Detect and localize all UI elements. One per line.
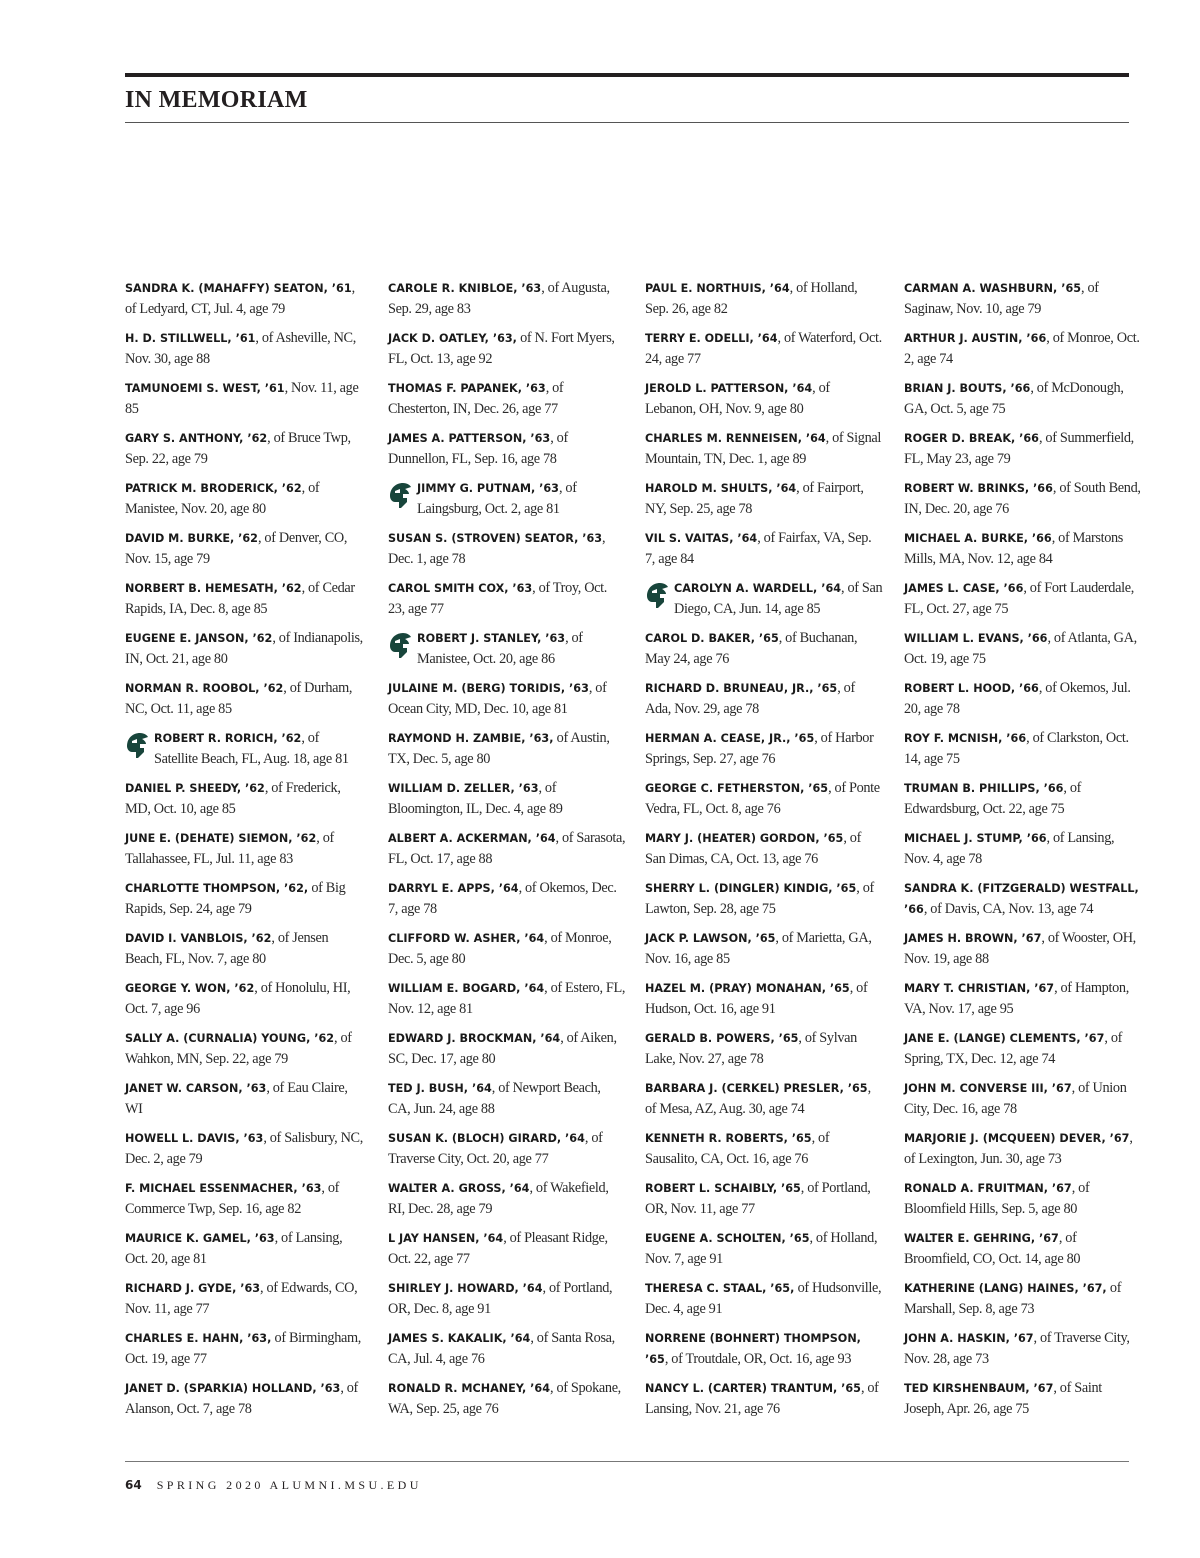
obituary-details: , of Lexington, Jun. 30, age 73 <box>904 1130 1133 1167</box>
obituary-name: GARY S. ANTHONY, ’62 <box>125 432 268 445</box>
page-title: IN MEMORIAM <box>125 87 308 113</box>
obituary-details: , of Mesa, AZ, Aug. 30, age 74 <box>645 1080 871 1117</box>
column-2 <box>388 278 626 1428</box>
obituary-name: WALTER A. GROSS, ’64 <box>388 1182 530 1195</box>
obituary-details: , of Marstons Mills, MA, Nov. 12, age 84 <box>904 530 1124 567</box>
obituary-entry <box>645 1078 883 1128</box>
obituary-details: , of Newport Beach, CA, Jun. 24, age 88 <box>388 1080 601 1117</box>
obituary-details: , of Manistee, Nov. 20, age 80 <box>125 480 320 517</box>
obituary-name: TAMUNOEMI S. WEST, ’61 <box>125 382 285 395</box>
obituary-details: , of Sarasota, FL, Oct. 17, age 88 <box>388 830 626 867</box>
obituary-entry <box>388 728 626 778</box>
obituary-details: of Big Rapids, Sep. 24, age 79 <box>125 880 346 917</box>
obituary-details: , of Saginaw, Nov. 10, age 79 <box>904 280 1099 317</box>
column-1 <box>125 278 363 1428</box>
obituary-details: , of Manistee, Oct. 20, age 86 <box>417 630 583 667</box>
obituary-entry <box>388 828 626 878</box>
obituary-name: JUNE E. (DEHATE) SIEMON, ’62 <box>125 832 317 845</box>
obituary-entry <box>645 1128 883 1178</box>
obituary-entry <box>125 878 363 928</box>
obituary-entry <box>904 1228 1142 1278</box>
obituary-name: ARTHUR J. AUSTIN, ’66 <box>904 332 1047 345</box>
obituary-details: , of Summerfield, FL, May 23, age 79 <box>904 430 1134 467</box>
obituary-name: NORBERT B. HEMESATH, ’62 <box>125 582 302 595</box>
obituary-name: PATRICK M. BRODERICK, ’62 <box>125 482 302 495</box>
obituary-name: CLIFFORD W. ASHER, ’64 <box>388 932 545 945</box>
obituary-details: , of Asheville, NC, Nov. 30, age 88 <box>125 330 356 367</box>
obituary-entry <box>125 828 363 878</box>
obituary-name: CHARLES E. HAHN, ’63, <box>125 1332 272 1345</box>
obituary-entry <box>125 1028 363 1078</box>
obituary-details: of Marshall, Sep. 8, age 73 <box>904 1280 1122 1317</box>
obituary-name: JIMMY G. PUTNAM, ’63 <box>417 482 559 495</box>
obituary-name: TED J. BUSH, ’64 <box>388 1082 492 1095</box>
obituary-name: SUSAN S. (STROVEN) SEATOR, ’63 <box>388 532 603 545</box>
obituary-entry <box>125 578 363 628</box>
obituary-name: CAROLYN A. WARDELL, ’64 <box>674 582 842 595</box>
obituary-name: THOMAS F. PAPANEK, ’63 <box>388 382 546 395</box>
obituary-details: , of Lansing, Oct. 20, age 81 <box>125 1230 343 1267</box>
spartan-helmet-icon <box>388 481 412 509</box>
obituary-entry <box>125 1178 363 1228</box>
obituary-name: WILLIAM D. ZELLER, ’63 <box>388 782 539 795</box>
obituary-details: , of Santa Rosa, CA, Jul. 4, age 76 <box>388 1330 615 1367</box>
obituary-entry <box>904 828 1142 878</box>
obituary-name: ROBERT W. BRINKS, ’66 <box>904 482 1053 495</box>
obituary-details: , of Indianapolis, IN, Oct. 21, age 80 <box>125 630 363 667</box>
obituary-name: THERESA C. STAAL, ’65, <box>645 1282 795 1295</box>
obituary-details: of Hudsonville, Dec. 4, age 91 <box>645 1280 882 1317</box>
obituary-name: JAMES S. KAKALIK, ’64 <box>388 1332 531 1345</box>
obituary-entry <box>125 1228 363 1278</box>
obituary-entry <box>125 378 363 428</box>
obituary-details: , of Wakefield, RI, Dec. 28, age 79 <box>388 1180 609 1217</box>
obituary-entry <box>904 628 1142 678</box>
obituary-entry <box>388 328 626 378</box>
obituary-entry <box>388 478 626 528</box>
obituary-details: , of Hudson, Oct. 16, age 91 <box>645 980 868 1017</box>
obituary-details: , of San Dimas, CA, Oct. 13, age 76 <box>645 830 862 867</box>
obituary-entry <box>388 1078 626 1128</box>
obituary-entry <box>388 928 626 978</box>
obituary-name: SUSAN K. (BLOCH) GIRARD, ’64 <box>388 1132 585 1145</box>
obituary-name: BRIAN J. BOUTS, ’66 <box>904 382 1031 395</box>
obituary-entry <box>125 1278 363 1328</box>
obituary-name: RAYMOND H. ZAMBIE, ’63, <box>388 732 554 745</box>
obituary-details: , of San Diego, CA, Jun. 14, age 85 <box>674 580 883 617</box>
obituary-details: , of Hampton, VA, Nov. 17, age 95 <box>904 980 1129 1017</box>
obituary-details: , of Denver, CO, Nov. 15, age 79 <box>125 530 348 567</box>
obituary-details: of Birmingham, Oct. 19, age 77 <box>125 1330 361 1367</box>
obituary-details: , of Okemos, Dec. 7, age 78 <box>388 880 617 917</box>
obituary-details: , of Fairport, NY, Sep. 25, age 78 <box>645 480 864 517</box>
obituary-details: , of Harbor Springs, Sep. 27, age 76 <box>645 730 874 767</box>
obituary-details: , of Frederick, MD, Oct. 10, age 85 <box>125 780 341 817</box>
obituary-details: , of Spokane, WA, Sep. 25, age 76 <box>388 1380 621 1417</box>
obituary-entry <box>904 428 1142 478</box>
obituary-details: of Austin, TX, Dec. 5, age 80 <box>388 730 610 767</box>
obituary-name: DAVID M. BURKE, ’62 <box>125 532 258 545</box>
obituary-name: KATHERINE (LANG) HAINES, ’67, <box>904 1282 1107 1295</box>
obituary-name: MARY T. CHRISTIAN, ’67 <box>904 982 1055 995</box>
obituary-details: , of Traverse City, Nov. 28, age 73 <box>904 1330 1130 1367</box>
obituary-entry <box>904 378 1142 428</box>
obituary-entry <box>388 1128 626 1178</box>
obituary-name: WILLIAM L. EVANS, ’66 <box>904 632 1048 645</box>
obituary-entry <box>388 378 626 428</box>
obituary-name: JANET W. CARSON, ’63 <box>125 1082 267 1095</box>
obituary-details: , of Satellite Beach, FL, Aug. 18, age 81 <box>154 730 349 767</box>
obituary-name: SHERRY L. (DINGLER) KINDIG, ’65 <box>645 882 857 895</box>
obituary-entry <box>388 1278 626 1328</box>
obituary-name: MICHAEL J. STUMP, ’66 <box>904 832 1047 845</box>
obituary-entry <box>904 978 1142 1028</box>
obituary-entry <box>904 1378 1142 1428</box>
column-3 <box>645 278 883 1428</box>
obituary-entry <box>904 778 1142 828</box>
obituary-entry <box>125 978 363 1028</box>
obituary-entry <box>645 578 883 628</box>
obituary-entry <box>645 378 883 428</box>
obituary-details: , of Monroe, Dec. 5, age 80 <box>388 930 612 967</box>
obituary-details: , of Honolulu, HI, Oct. 7, age 96 <box>125 980 351 1017</box>
obituary-name: SANDRA K. (MAHAFFY) SEATON, ’61 <box>125 282 352 295</box>
obituary-name: JULAINE M. (BERG) TORIDIS, ’63 <box>388 682 589 695</box>
title-rule <box>125 122 1129 123</box>
obituary-entry <box>645 1378 883 1428</box>
obituary-name: CAROL D. BAKER, ’65 <box>645 632 779 645</box>
obituary-details: , of Okemos, Jul. 20, age 78 <box>904 680 1131 717</box>
obituary-name: ROBERT L. SCHAIBLY, ’65 <box>645 1182 801 1195</box>
obituary-entry <box>125 728 363 778</box>
obituary-entry <box>125 628 363 678</box>
obituary-name: CARMAN A. WASHBURN, ’65 <box>904 282 1082 295</box>
obituary-name: HOWELL L. DAVIS, ’63 <box>125 1132 264 1145</box>
obituary-name: RICHARD D. BRUNEAU, JR., ’65 <box>645 682 838 695</box>
obituary-entry <box>388 1178 626 1228</box>
obituary-entry <box>904 728 1142 778</box>
obituary-details: , of Fairfax, VA, Sep. 7, age 84 <box>645 530 872 567</box>
obituary-details: , of Traverse City, Oct. 20, age 77 <box>388 1130 603 1167</box>
obituary-name: BARBARA J. (CERKEL) PRESLER, ’65 <box>645 1082 868 1095</box>
obituary-details: , of Tallahassee, FL, Jul. 11, age 83 <box>125 830 334 867</box>
obituary-entry <box>125 528 363 578</box>
obituary-name: WALTER E. GEHRING, ’67 <box>904 1232 1059 1245</box>
obituary-name: CAROLE R. KNIBLOE, ’63 <box>388 282 542 295</box>
obituary-details: , of Commerce Twp, Sep. 16, age 82 <box>125 1180 340 1217</box>
obituary-details: , of Clarkston, Oct. 14, age 75 <box>904 730 1129 767</box>
obituary-name: CAROL SMITH COX, ’63 <box>388 582 533 595</box>
obituary-details: , of Ledyard, CT, Jul. 4, age 79 <box>125 280 355 317</box>
obituary-entry <box>904 1078 1142 1128</box>
obituary-name: ROY F. MCNISH, ’66 <box>904 732 1027 745</box>
obituary-entry <box>388 1328 626 1378</box>
obituary-details: , of Buchanan, May 24, age 76 <box>645 630 858 667</box>
obituary-entry <box>388 1228 626 1278</box>
obituary-name: JANE E. (LANGE) CLEMENTS, ’67 <box>904 1032 1105 1045</box>
obituary-details: , of Bloomington, IL, Dec. 4, age 89 <box>388 780 563 817</box>
obituary-details: , of Union City, Dec. 16, age 78 <box>904 1080 1127 1117</box>
obituary-details: , Nov. 11, age 85 <box>125 380 359 417</box>
obituary-details: , of Jensen Beach, FL, Nov. 7, age 80 <box>125 930 329 967</box>
obituary-entry <box>645 528 883 578</box>
obituary-details: , of South Bend, IN, Dec. 20, age 76 <box>904 480 1141 517</box>
obituary-name: HAROLD M. SHULTS, ’64 <box>645 482 797 495</box>
obituary-entry <box>388 278 626 328</box>
obituary-details: , of Wahkon, MN, Sep. 22, age 79 <box>125 1030 352 1067</box>
obituary-entry <box>645 1278 883 1328</box>
obituary-name: SHIRLEY J. HOWARD, ’64 <box>388 1282 543 1295</box>
obituary-name: JACK D. OATLEY, ’63, <box>388 332 517 345</box>
obituary-name: MAURICE K. GAMEL, ’63 <box>125 1232 275 1245</box>
obituary-details: , of Sylvan Lake, Nov. 27, age 78 <box>645 1030 857 1067</box>
obituary-details: , of Waterford, Oct. 24, age 77 <box>645 330 882 367</box>
obituary-details: , of Wooster, OH, Nov. 19, age 88 <box>904 930 1136 967</box>
obituary-details: , of Salisbury, NC, Dec. 2, age 79 <box>125 1130 363 1167</box>
obituary-entry <box>904 1278 1142 1328</box>
obituary-entry <box>904 528 1142 578</box>
footer-rule <box>125 1461 1129 1462</box>
obituary-entry <box>125 1328 363 1378</box>
obituary-entry <box>645 978 883 1028</box>
obituary-entry <box>125 328 363 378</box>
obituary-entry <box>125 478 363 528</box>
obituary-name: TRUMAN B. PHILLIPS, ’66 <box>904 782 1064 795</box>
obituary-entry <box>388 878 626 928</box>
obituary-details: , of Holland, Nov. 7, age 91 <box>645 1230 878 1267</box>
obituary-name: ROBERT J. STANLEY, ’63 <box>417 632 566 645</box>
obituary-name: JOHN M. CONVERSE III, ’67 <box>904 1082 1072 1095</box>
obituary-name: CHARLOTTE THOMPSON, ’62, <box>125 882 309 895</box>
page-number: 64 <box>125 1478 142 1492</box>
column-4 <box>904 278 1142 1428</box>
obituary-name: NORMAN R. ROOBOL, ’62 <box>125 682 284 695</box>
obituary-entry <box>388 528 626 578</box>
obituary-entry <box>388 978 626 1028</box>
obituary-name: JEROLD L. PATTERSON, ’64 <box>645 382 813 395</box>
obituary-details: , of McDonough, GA, Oct. 5, age 75 <box>904 380 1124 417</box>
obituary-entry <box>645 1228 883 1278</box>
obituary-name: EDWARD J. BROCKMAN, ’64 <box>388 1032 561 1045</box>
obituary-name: F. MICHAEL ESSENMACHER, ’63 <box>125 1182 322 1195</box>
obituary-name: MICHAEL A. BURKE, ’66 <box>904 532 1052 545</box>
obituary-name: JACK P. LAWSON, ’65 <box>645 932 776 945</box>
obituary-name: JOHN A. HASKIN, ’67 <box>904 1332 1034 1345</box>
obituary-entry <box>904 678 1142 728</box>
obituary-details: , of Broomfield, CO, Oct. 14, age 80 <box>904 1230 1081 1267</box>
obituary-name: HAZEL M. (PRAY) MONAHAN, ’65 <box>645 982 850 995</box>
obituary-details: , of Chesterton, IN, Dec. 26, age 77 <box>388 380 564 417</box>
obituary-details: , of Cedar Rapids, IA, Dec. 8, age 85 <box>125 580 355 617</box>
obituary-name: SALLY A. (CURNALIA) YOUNG, ’62 <box>125 1032 335 1045</box>
obituary-name: ROBERT R. RORICH, ’62 <box>154 732 302 745</box>
obituary-name: L JAY HANSEN, ’64 <box>388 1232 504 1245</box>
obituary-entry <box>125 1078 363 1128</box>
obituary-name: MARY J. (HEATER) GORDON, ’65 <box>645 832 844 845</box>
obituary-details: , of Marietta, GA, Nov. 16, age 85 <box>645 930 872 967</box>
obituary-entry <box>125 278 363 328</box>
spartan-helmet-icon <box>388 631 412 659</box>
obituary-name: SANDRA K. (FITZGERALD) WESTFALL, ’66 <box>904 882 1139 916</box>
obituary-entry <box>125 1378 363 1428</box>
obituary-name: CHARLES M. RENNEISEN, ’64 <box>645 432 826 445</box>
obituary-name: DANIEL P. SHEEDY, ’62 <box>125 782 265 795</box>
obituary-details: , of Atlanta, GA, Oct. 19, age 75 <box>904 630 1137 667</box>
obituary-details: , of Fort Lauderdale, FL, Oct. 27, age 75 <box>904 580 1134 617</box>
obituary-entry <box>645 828 883 878</box>
obituary-entry <box>904 578 1142 628</box>
obituary-entry <box>645 778 883 828</box>
top-rule <box>125 73 1129 77</box>
obituary-details: of N. Fort Myers, FL, Oct. 13, age 92 <box>388 330 615 367</box>
obituary-details: , of Bruce Twp, Sep. 22, age 79 <box>125 430 351 467</box>
obituary-entry <box>388 1028 626 1078</box>
obituary-name: VIL S. VAITAS, ’64 <box>645 532 758 545</box>
obituary-details: , of Ponte Vedra, FL, Oct. 8, age 76 <box>645 780 880 817</box>
obituary-details: , of Saint Joseph, Apr. 26, age 75 <box>904 1380 1102 1417</box>
obituary-details: , of Augusta, Sep. 29, age 83 <box>388 280 610 317</box>
obituary-entry <box>645 478 883 528</box>
obituary-entry <box>645 328 883 378</box>
obituary-details: , of Portland, OR, Dec. 8, age 91 <box>388 1280 613 1317</box>
obituary-entry <box>904 278 1142 328</box>
obituary-details: , of Troy, Oct. 23, age 77 <box>388 580 608 617</box>
obituary-name: JAMES L. CASE, ’66 <box>904 582 1024 595</box>
obituary-name: TERRY E. ODELLI, ’64 <box>645 332 778 345</box>
obituary-entry <box>645 728 883 778</box>
obituary-entry <box>904 928 1142 978</box>
obituary-details: , of Laingsburg, Oct. 2, age 81 <box>417 480 577 517</box>
obituary-name: MARJORIE J. (MCQUEEN) DEVER, ’67 <box>904 1132 1130 1145</box>
obituary-name: RICHARD J. GYDE, ’63 <box>125 1282 261 1295</box>
obituary-details: , of Portland, OR, Nov. 11, age 77 <box>645 1180 871 1217</box>
obituary-entry <box>904 1178 1142 1228</box>
obituary-name: DAVID I. VANBLOIS, ’62 <box>125 932 272 945</box>
obituary-details: , of Estero, FL, Nov. 12, age 81 <box>388 980 626 1017</box>
obituary-entry <box>904 1128 1142 1178</box>
obituary-entry <box>125 928 363 978</box>
obituary-details: , of Lansing, Nov. 4, age 78 <box>904 830 1115 867</box>
obituary-details: , of Pleasant Ridge, Oct. 22, age 77 <box>388 1230 608 1267</box>
obituary-entry <box>645 878 883 928</box>
obituary-name: NORRENE (BOHNERT) THOMPSON, ’65 <box>645 1332 861 1366</box>
obituary-name: EUGENE A. SCHOLTEN, ’65 <box>645 1232 810 1245</box>
obituary-details: , of Edwards, CO, Nov. 11, age 77 <box>125 1280 358 1317</box>
obituary-entry <box>645 1178 883 1228</box>
obituary-entry <box>645 428 883 478</box>
obituary-name: PAUL E. NORTHUIS, ’64 <box>645 282 790 295</box>
obituary-name: GEORGE C. FETHERSTON, ’65 <box>645 782 829 795</box>
obituary-name: ALBERT A. ACKERMAN, ’64 <box>388 832 556 845</box>
obituary-details: , of Alanson, Oct. 7, age 78 <box>125 1380 358 1417</box>
obituary-name: ROBERT L. HOOD, ’66 <box>904 682 1039 695</box>
obituary-name: JANET D. (SPARKIA) HOLLAND, ’63 <box>125 1382 341 1395</box>
obituary-details: , of Davis, CA, Nov. 13, age 74 <box>923 901 1094 917</box>
obituary-entry <box>125 778 363 828</box>
obituary-name: HERMAN A. CEASE, JR., ’65 <box>645 732 815 745</box>
obituary-name: TED KIRSHENBAUM, ’67 <box>904 1382 1054 1395</box>
obituary-name: NANCY L. (CARTER) TRANTUM, ’65 <box>645 1382 861 1395</box>
obituary-details: , of Lawton, Sep. 28, age 75 <box>645 880 874 917</box>
obituary-name: H. D. STILLWELL, ’61 <box>125 332 256 345</box>
obituary-name: RONALD R. MCHANEY, ’64 <box>388 1382 551 1395</box>
spartan-helmet-icon <box>645 581 669 609</box>
obituary-name: EUGENE E. JANSON, ’62 <box>125 632 273 645</box>
obituary-details: , of Monroe, Oct. 2, age 74 <box>904 330 1140 367</box>
obituary-details: , of Lebanon, OH, Nov. 9, age 80 <box>645 380 830 417</box>
obituary-details: , Dec. 1, age 78 <box>388 530 606 567</box>
obituary-details: , of Troutdale, OR, Oct. 16, age 93 <box>664 1351 852 1367</box>
publication-line: SPRING 2020 ALUMNI.MSU.EDU <box>156 1478 422 1492</box>
obituary-entry <box>645 1328 883 1378</box>
obituary-entry <box>904 328 1142 378</box>
obituary-details: , of Ocean City, MD, Dec. 10, age 81 <box>388 680 607 717</box>
obituary-name: JAMES H. BROWN, ’67 <box>904 932 1042 945</box>
obituary-entry <box>388 578 626 628</box>
obituary-entry <box>388 1378 626 1428</box>
obituary-entry <box>645 278 883 328</box>
obituary-entry <box>388 678 626 728</box>
obituary-entry <box>125 1128 363 1178</box>
obituary-details: , of Aiken, SC, Dec. 17, age 80 <box>388 1030 617 1067</box>
obituary-entry <box>645 678 883 728</box>
obituary-details: , of Spring, TX, Dec. 12, age 74 <box>904 1030 1123 1067</box>
obituary-entry <box>125 678 363 728</box>
obituary-entry <box>645 628 883 678</box>
obituary-details: , of Signal Mountain, TN, Dec. 1, age 89 <box>645 430 881 467</box>
obituary-details: , of Bloomfield Hills, Sep. 5, age 80 <box>904 1180 1090 1217</box>
page-footer <box>125 1478 422 1493</box>
obituary-details: , of Sausalito, CA, Oct. 16, age 76 <box>645 1130 830 1167</box>
obituary-entry <box>125 428 363 478</box>
obituary-entry <box>388 628 626 678</box>
obituary-details: , of Dunnellon, FL, Sep. 16, age 78 <box>388 430 568 467</box>
obituary-entry <box>645 928 883 978</box>
obituary-entry <box>645 1028 883 1078</box>
obituary-details: , of Edwardsburg, Oct. 22, age 75 <box>904 780 1082 817</box>
obituary-name: DARRYL E. APPS, ’64 <box>388 882 519 895</box>
obituary-name: RONALD A. FRUITMAN, ’67 <box>904 1182 1072 1195</box>
obituary-name: GEORGE Y. WON, ’62 <box>125 982 255 995</box>
spartan-helmet-icon <box>125 731 149 759</box>
obituary-name: ROGER D. BREAK, ’66 <box>904 432 1039 445</box>
obituary-details: , of Lansing, Nov. 21, age 76 <box>645 1380 879 1417</box>
obituary-name: KENNETH R. ROBERTS, ’65 <box>645 1132 812 1145</box>
obituary-entry <box>388 428 626 478</box>
obituary-entry <box>904 478 1142 528</box>
obituary-name: GERALD B. POWERS, ’65 <box>645 1032 799 1045</box>
obituary-entry <box>388 778 626 828</box>
obituary-entry <box>904 878 1142 928</box>
obituary-details: , of Holland, Sep. 26, age 82 <box>645 280 858 317</box>
obituary-details: , of Eau Claire, WI <box>125 1080 348 1117</box>
obituary-name: JAMES A. PATTERSON, ’63 <box>388 432 551 445</box>
obituary-details: , of Ada, Nov. 29, age 78 <box>645 680 855 717</box>
obituary-entry <box>904 1028 1142 1078</box>
obituary-entry <box>904 1328 1142 1378</box>
obituary-details: , of Durham, NC, Oct. 11, age 85 <box>125 680 353 717</box>
obituary-name: WILLIAM E. BOGARD, ’64 <box>388 982 545 995</box>
